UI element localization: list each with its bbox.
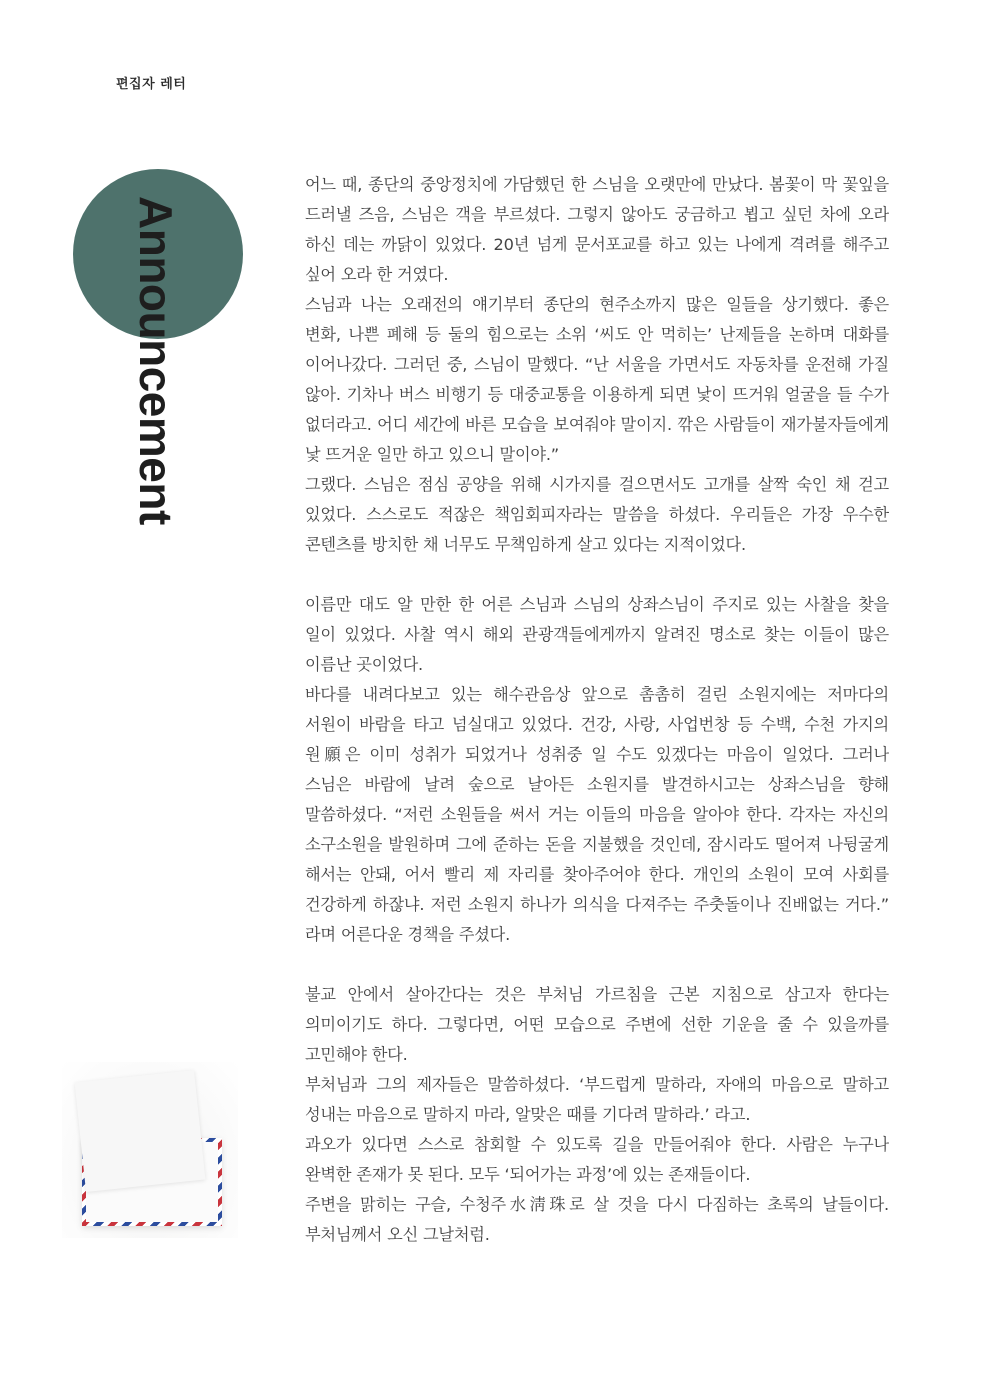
paragraph: 이름만 대도 알 만한 한 어른 스님과 스님의 상좌스님이 주지로 있는 사찰을 찾을 일이 있었다. 사찰 역시 해외 관광객들에게까지 알려진 명소로 찾는 이들이 많은 이름난 곳이었다. [305,595,889,674]
page-title: Announcement [130,196,182,525]
paragraph: 어느 때, 종단의 중앙정치에 가담했던 한 스님을 오랫만에 만났다. 봄꽃이 막 꽃잎을 드러낼 즈음, 스님은 객을 부르셨다. 그렇지 않아도 궁금하고 뵙고 싶던 차에 오라 하신 데는 까닭이 있었다. 20년 넘게 문서포교를 하고 있는 나에게 격려를 해주고 싶어 오라 한 거였다. [305,175,889,284]
paragraph: 과오가 있다면 스스로 참회할 수 있도록 길을 만들어줘야 한다. 사람은 누구나 완벽한 존재가 못 된다. 모두 ‘되어가는 과정’에 있는 존재들이다. [305,1135,889,1184]
article-section-1 [305,170,889,560]
section-label: 편집자 레터 [116,77,187,92]
article-body [305,170,889,1280]
paragraph: 주변을 맑히는 구슬, 수청주水淸珠로 살 것을 다시 다짐하는 초록의 날들이다. 부처님께서 오신 그날처럼. [305,1195,889,1244]
letter-paper [75,1070,206,1192]
article-section-3 [305,980,889,1250]
paragraph: 부처님과 그의 제자들은 말씀하셨다. ‘부드럽게 말하라, 자애의 마음으로 말하고 성내는 마음으로 말하지 마라, 알맞은 때를 기다려 말하라.’ 라고. [305,1075,889,1124]
paragraph: 바다를 내려다보고 있는 해수관음상 앞으로 촘촘히 걸린 소원지에는 저마다의 서원이 바람을 타고 넘실대고 있었다. 건강, 사랑, 사업번창 등 수백, 수천 가지의 원願은 이미 성취가 되었거나 성취중 일 수도 있겠다는 마음이 일었다. 그러나 스님은 바람에 날려 숲으로 날아든 소원지를 발견하시고는 상좌스님을 향해 말씀하셨다. “저런 소원들을 써서 거는 이들의 마음을 알아야 한다. 각자는 자신의 소구소원을 발원하며 그에 준하는 돈을 지불했을 것인데, 잠시라도 떨어져 나뒹굴게 해서는 안돼, 어서 빨리 제 자리를 찾아주어야 한다. 개인의 소원이 모여 사회를 건강하게 하잖냐. 저런 소원지 하나가 의식을 다져주는 주춧돌이나 진배없는 거다.” 라며 어른다운 경책을 주셨다. [305,685,889,944]
paragraph: 불교 안에서 살아간다는 것은 부처님 가르침을 근본 지침으로 삼고자 한다는 의미이기도 하다. 그렇다면, 어떤 모습으로 주변에 선한 기운을 줄 수 있을까를 고민해야 한다. [305,985,889,1064]
paragraph: 그랬다. 스님은 점심 공양을 위해 시가지를 걸으면서도 고개를 살짝 숙인 채 걷고 있었다. 스스로도 적잖은 책임회피자라는 말씀을 하셨다. 우리들은 가장 우수한 콘텐츠를 방치한 채 너무도 무책임하게 살고 있다는 지적이었다. [305,475,889,554]
paragraph: 스님과 나는 오래전의 얘기부터 종단의 현주소까지 많은 일들을 상기했다. 좋은 변화, 나쁜 폐해 등 둘의 힘으로는 소위 ‘씨도 안 먹히는’ 난제들을 논하며 대화를 이어나갔다. 그러던 중, 스님이 말했다. “난 서울을 가면서도 자동차를 운전해 가질 않아. 기차나 버스 비행기 등 대중교통을 이용하게 되면 낯이 뜨거워 얼굴을 들 수가 없더라고. 어디 세간에 바른 모습을 보여줘야 말이지. 깎은 사람들이 재가불자들에게 낯 뜨거운 일만 하고 있으니 말이야.” [305,295,889,464]
article-section-2 [305,590,889,950]
airmail-envelope-icon [62,1062,238,1238]
